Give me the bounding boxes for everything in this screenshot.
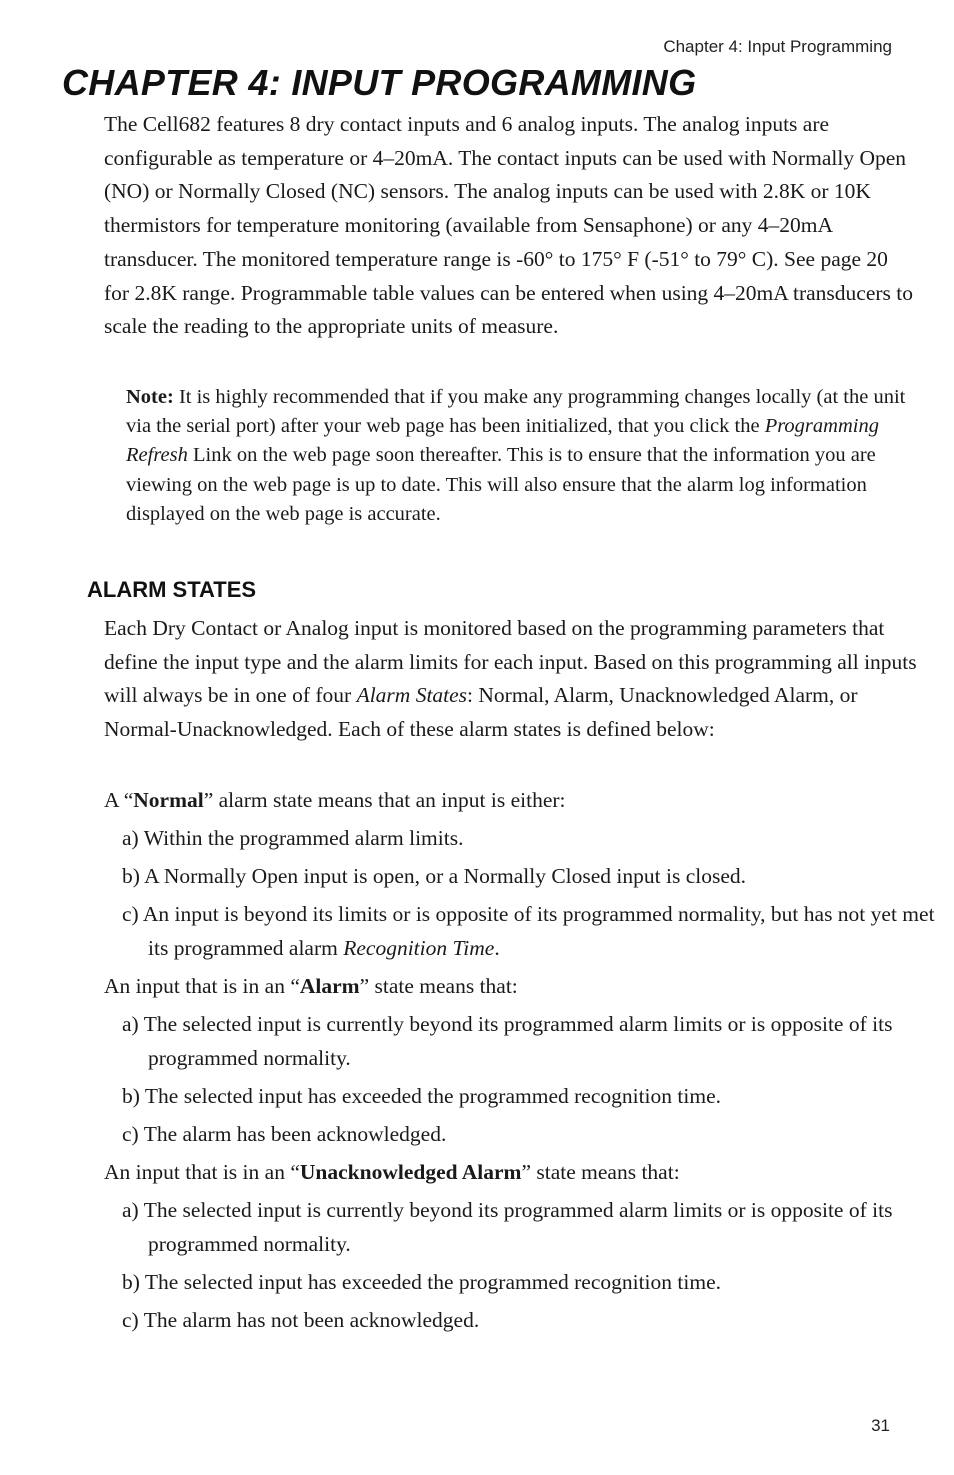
unack-lead-1: An input that is in an “ (104, 1160, 300, 1184)
alarm-lead-1: An input that is in an “ (104, 974, 300, 998)
alarm-lead-2: ” state means that: (359, 974, 518, 998)
unack-term: Unacknowledged Alarm (299, 1160, 522, 1184)
list-item: b) A Normally Open input is open, or a Normally Closed input is closed. (122, 864, 747, 888)
alarm-intro-text-1: Each Dry Contact or Analog input is monitored based on the programming parameters that define the input type and the alarm limits for each input. Based on this programming all inputs will always be in one of four (104, 616, 917, 708)
list-item: b) The selected input has exceeded the programmed recognition time. (122, 1084, 721, 1108)
note-label: Note: (126, 386, 174, 408)
alarm-states-term: Alarm States (356, 683, 468, 708)
list-item: a) Within the programmed alarm limits. (122, 826, 464, 850)
list-item: a) The selected input is currently beyond its programmed alarm limits or is opposite of its programmed normality. (122, 1198, 893, 1256)
list-item: b) The selected input has exceeded the programmed recognition time. (122, 1270, 721, 1294)
normal-term: Normal (133, 788, 204, 812)
note-text-1: It is highly recommended that if you make any programming changes locally (at the unit via the serial port) after your web page has been initialized, that you click the (126, 386, 906, 438)
programming-refresh-link-name: Programming Refresh (126, 415, 879, 467)
alarm-lead (104, 970, 914, 1004)
normal-item-c-1: c) An input is beyond its limits or is opposite of its programmed normality, but has not yet met its programmed alarm (122, 902, 935, 960)
normal-item-c-2: . (494, 935, 500, 960)
alarm-term: Alarm (299, 974, 360, 998)
normal-lead (104, 784, 914, 818)
running-head: Chapter 4: Input Programming (663, 37, 892, 56)
list-item: a) The selected input is currently beyond its programmed alarm limits or is opposite of its programmed normality. (122, 1012, 893, 1070)
normal-lead-2: ” alarm state means that an input is either: (203, 788, 566, 812)
list-item: c) The alarm has not been acknowledged. (122, 1308, 480, 1332)
chapter-title: CHAPTER 4: INPUT PROGRAMMING (62, 62, 697, 103)
unack-lead (104, 1156, 914, 1190)
note-text-2: Link on the web page soon thereafter. This is to ensure that the information you are viewing on the web page is up to date. This will also ensure that the alarm log information displayed on the web page is accurate. (126, 444, 876, 525)
alarm-intro-text-2: : Normal, Alarm, Unacknowledged Alarm, or Normal-Unacknowledged. Each of these alarm states is defined below: (104, 683, 858, 742)
list-item: c) The alarm has been acknowledged. (122, 1122, 447, 1146)
normal-lead-1: A “ (104, 788, 134, 812)
intro-paragraph: The Cell682 features 8 dry contact inputs and 6 analog inputs. The analog inputs are configurable as temperature or 4–20mA. The contact inputs can be used with Normally Open (NO) or Normally Closed (NC) sensors. The analog inputs can be used with 2.8K or 10K thermistors for temperature monitoring (available from Sensaphone) or any 4–20mA transducer. The monitored temperature range is -60° to 175° F (-51° to 79° C). See page 20 for 2.8K range. Programmable table values can be entered when using 4–20mA transducers to scale the reading to the appropriate units of measure. (104, 112, 913, 339)
note-paragraph (126, 383, 906, 529)
recognition-time-term: Recognition Time (343, 935, 495, 960)
unack-lead-2: ” state means that: (521, 1160, 680, 1184)
list-item (122, 898, 938, 965)
alarm-states-intro (104, 612, 919, 747)
section-title-alarm-states: ALARM STATES (87, 577, 257, 602)
page-number: 31 (871, 1416, 890, 1435)
